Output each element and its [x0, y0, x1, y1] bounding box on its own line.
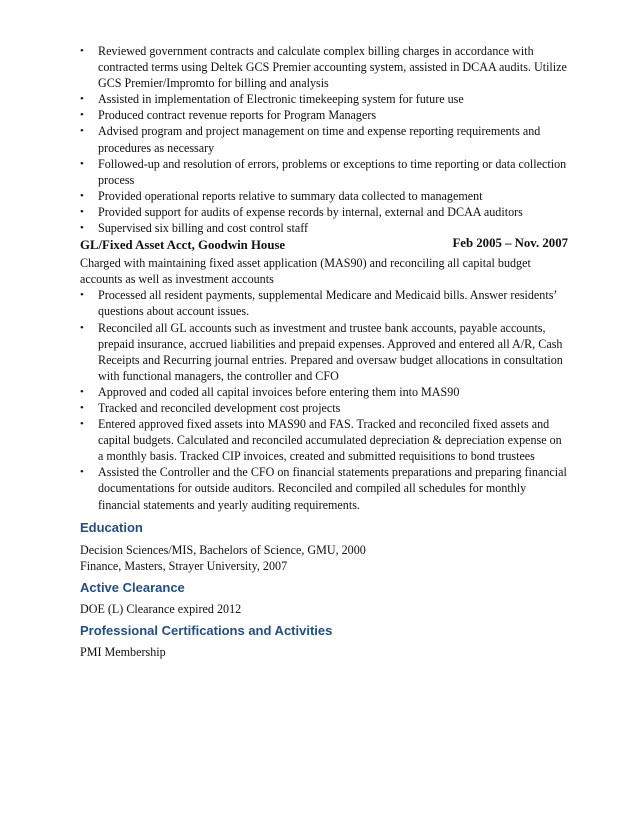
bullet-item: • Provided operational reports relative to summary data collected to management: [80, 188, 483, 203]
job-header: [80, 237, 568, 255]
bullet-item: • Supervised six billing and cost control staff: [80, 221, 309, 236]
bullet-item: • Produced contract revenue reports for Program Managers: [80, 108, 377, 123]
bullet-item: • Reviewed government contracts and calculate complex billing charges in accordance with contracted terms using Deltek GCS Premier accounting system, assisted in DCAA audits. Utilize GCS Premier/Impromto for billing and analysis: [80, 44, 567, 91]
certifications-line: PMI Membership: [80, 644, 166, 659]
education-block: [80, 542, 568, 574]
bullet-icon: •: [80, 289, 84, 302]
bullet-icon: •: [80, 205, 84, 218]
bullet-icon: •: [80, 109, 84, 122]
clearance-heading: Active Clearance: [80, 579, 185, 595]
bullet-icon: •: [80, 418, 84, 431]
job-description: Charged with maintaining fixed asset application (MAS90) and reconciling all capital budget accounts as well as investment accounts: [80, 256, 531, 287]
previous-job-bullets: [80, 43, 568, 236]
bullet-icon: •: [80, 45, 84, 57]
bullet-item: • Followed-up and resolution of errors, problems or exceptions to time reporting or data collection process: [80, 156, 567, 187]
bullet-icon: •: [80, 93, 84, 106]
education-line: Finance, Masters, Strayer University, 2007: [80, 558, 288, 573]
job-title: GL/Fixed Asset Acct, Goodwin House: [80, 238, 286, 253]
certifications-heading: Professional Certifications and Activities: [80, 622, 333, 638]
education-line: Decision Sciences/MIS, Bachelors of Science, GMU, 2000: [80, 542, 366, 557]
bullet-item: • Tracked and reconciled development cost projects: [80, 400, 341, 415]
bullet-icon: •: [80, 466, 84, 479]
bullet-icon: •: [80, 385, 84, 398]
job-bullets: [80, 287, 568, 512]
bullet-item: • Advised program and project management on time and expense reporting requirements and procedures as necessary: [80, 124, 541, 155]
clearance-line: DOE (L) Clearance expired 2012: [80, 601, 242, 616]
bullet-item: • Reconciled all GL accounts such as investment and trustee bank accounts, payable accounts, prepaid insurance, accrued liabilities and prepaid expenses. Approved and entered all A/R, Cash Receipts and Recurring journal entries. Prepared and oversaw budget allocations in consultation with functional managers, the controller and CFO: [80, 320, 563, 383]
bullet-icon: •: [80, 321, 84, 334]
education-heading: Education: [80, 519, 143, 535]
bullet-icon: •: [80, 125, 84, 138]
bullet-item: • Assisted the Controller and the CFO on financial statements preparations and preparing financial documentations for outside auditors. Reconciled and compiled all schedules for monthly financial statements and yearly auditing requirements.: [80, 465, 567, 512]
bullet-icon: •: [80, 401, 84, 414]
bullet-item: • Processed all resident payments, supplemental Medicare and Medicaid bills. Answer residents’ questions about account issues.: [80, 288, 557, 319]
job-dates: Feb 2005 – Nov. 2007: [452, 236, 568, 251]
bullet-icon: •: [80, 157, 84, 170]
bullet-item: • Approved and coded all capital invoices before entering them into MAS90: [80, 384, 460, 399]
bullet-item: • Assisted in implementation of Electronic timekeeping system for future use: [80, 92, 464, 107]
bullet-icon: •: [80, 189, 84, 202]
bullet-item: • Provided support for audits of expense records by internal, external and DCAA auditors: [80, 204, 523, 219]
bullet-item: • Entered approved fixed assets into MAS90 and FAS. Tracked and reconciled fixed assets and capital budgets. Calculated and reconciled accumulated depreciation & depreciation expense on a monthly basis. Tracked CIP invoices, created and submitted requisitions to bond trustees: [80, 417, 562, 464]
bullet-icon: •: [80, 222, 84, 235]
resume-content: [80, 43, 568, 660]
